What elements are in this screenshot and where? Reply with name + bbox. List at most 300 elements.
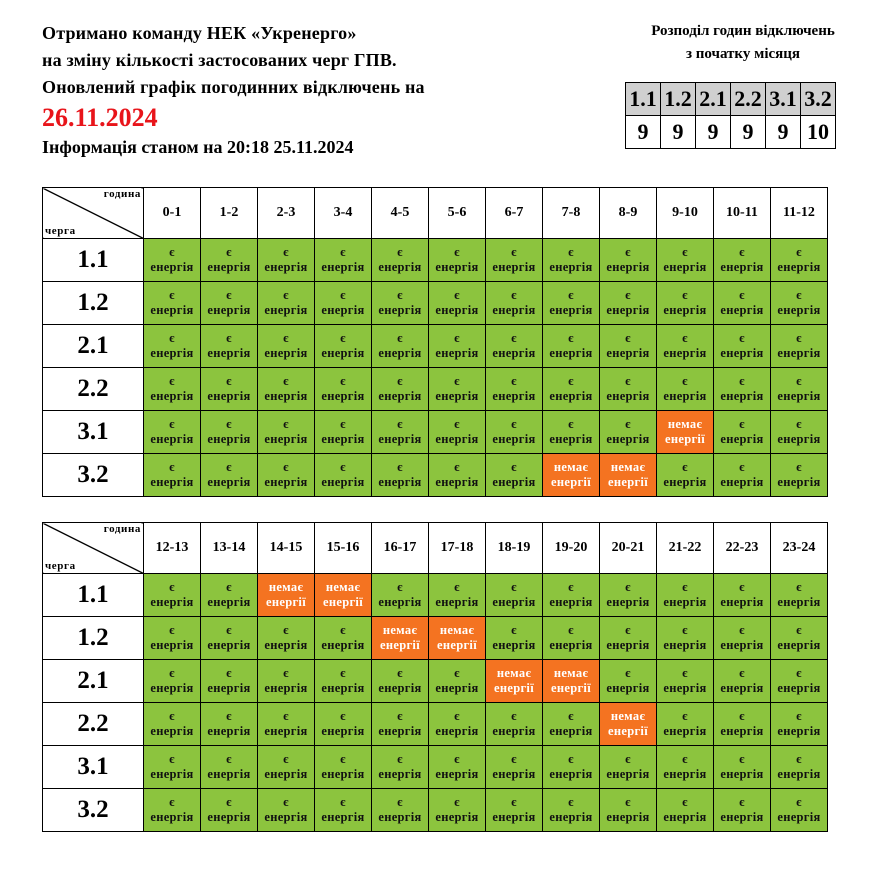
power-on-cell (372, 325, 429, 368)
power-on-cell (144, 411, 201, 454)
cell-line-2: енергія (321, 475, 365, 489)
power-on-cell (201, 789, 258, 832)
cell-line-1: немає (439, 623, 475, 637)
summary-queue: 2.1 (696, 83, 731, 116)
power-on-cell (372, 368, 429, 411)
hour-header: 16-17 (372, 523, 429, 574)
power-on-cell (144, 789, 201, 832)
summary-title (618, 20, 868, 66)
cell-line-1: є (169, 460, 175, 474)
cell-line-2: енергія (321, 389, 365, 403)
cell-line-2: енергія (663, 389, 707, 403)
cell-line-1: є (568, 288, 574, 302)
cell-line-2: енергія (606, 595, 650, 609)
cell-line-1: є (682, 709, 688, 723)
power-on-cell (315, 660, 372, 703)
cell-line-2: енергія (720, 389, 764, 403)
cell-line-2: енергія (720, 595, 764, 609)
cell-line-2: енергія (606, 260, 650, 274)
cell-line-1: є (568, 580, 574, 594)
cell-line-2: енергія (264, 638, 308, 652)
cell-line-2: енергія (207, 595, 251, 609)
power-off-cell (486, 660, 543, 703)
cell-line-1: є (625, 245, 631, 259)
power-on-cell (144, 325, 201, 368)
cell-line-2: енергія (321, 432, 365, 446)
power-on-cell (258, 703, 315, 746)
cell-line-2: енергії (323, 595, 363, 609)
cell-line-2: енергія (378, 810, 422, 824)
cell-line-2: енергія (720, 724, 764, 738)
queue-number: 3.2 (43, 454, 144, 497)
cell-line-2: енергія (549, 432, 593, 446)
cell-line-2: енергія (720, 767, 764, 781)
cell-line-2: енергія (606, 389, 650, 403)
cell-line-2: енергія (378, 681, 422, 695)
power-on-cell (429, 325, 486, 368)
cell-line-2: енергія (549, 260, 593, 274)
power-on-cell (486, 574, 543, 617)
cell-line-2: енергія (150, 810, 194, 824)
power-on-cell (486, 239, 543, 282)
cell-line-1: є (397, 417, 403, 431)
cell-line-1: є (625, 623, 631, 637)
cell-line-2: енергія (720, 681, 764, 695)
power-on-cell (144, 660, 201, 703)
cell-line-1: є (169, 331, 175, 345)
hour-header: 0-1 (144, 188, 201, 239)
power-on-cell (657, 325, 714, 368)
power-off-cell (543, 454, 600, 497)
cell-line-1: є (226, 374, 232, 388)
power-on-cell (714, 411, 771, 454)
summary-queue: 2.2 (731, 83, 766, 116)
cell-line-2: енергія (720, 432, 764, 446)
power-on-cell (144, 574, 201, 617)
schedule-table-am (42, 187, 828, 497)
cell-line-2: енергія (492, 346, 536, 360)
cell-line-1: є (796, 331, 802, 345)
queue-row (43, 239, 828, 282)
cell-line-1: немає (610, 709, 646, 723)
cell-line-2: енергія (492, 432, 536, 446)
cell-line-1: є (169, 288, 175, 302)
cell-line-2: енергія (606, 432, 650, 446)
cell-line-1: є (397, 288, 403, 302)
cell-line-1: є (568, 623, 574, 637)
summary-hours: 9 (626, 116, 661, 149)
power-on-cell (429, 282, 486, 325)
power-on-cell (600, 574, 657, 617)
power-on-cell (372, 703, 429, 746)
cell-line-1: є (568, 709, 574, 723)
queue-number: 1.2 (43, 282, 144, 325)
cell-line-2: енергія (663, 303, 707, 317)
queue-row (43, 703, 828, 746)
cell-line-2: енергія (663, 724, 707, 738)
cell-line-2: енергія (150, 260, 194, 274)
cell-line-2: енергія (492, 389, 536, 403)
hour-label: година (103, 188, 141, 200)
power-on-cell (258, 325, 315, 368)
queue-number: 1.1 (43, 239, 144, 282)
cell-line-1: є (454, 374, 460, 388)
cell-line-2: енергія (720, 260, 764, 274)
announcement-header (42, 20, 602, 159)
cell-line-2: енергія (435, 475, 479, 489)
power-on-cell (714, 617, 771, 660)
cell-line-2: енергії (551, 475, 591, 489)
cell-line-1: є (226, 331, 232, 345)
cell-line-1: є (169, 795, 175, 809)
cell-line-2: енергія (606, 303, 650, 317)
summary-title-line-2: з початку місяця (685, 46, 801, 62)
cell-line-1: є (226, 709, 232, 723)
cell-line-2: енергія (150, 346, 194, 360)
cell-line-2: енергія (264, 432, 308, 446)
cell-line-2: енергія (150, 389, 194, 403)
cell-line-1: є (283, 460, 289, 474)
cell-line-1: є (340, 288, 346, 302)
power-off-cell (372, 617, 429, 660)
power-on-cell (600, 789, 657, 832)
queue-number: 3.1 (43, 411, 144, 454)
cell-line-1: є (739, 288, 745, 302)
cell-line-2: енергії (494, 681, 534, 695)
cell-line-1: є (682, 752, 688, 766)
cell-line-1: є (169, 752, 175, 766)
cell-line-2: енергія (720, 346, 764, 360)
cell-line-1: є (283, 709, 289, 723)
cell-line-1: немає (553, 460, 589, 474)
cell-line-1: є (169, 580, 175, 594)
power-off-cell (258, 574, 315, 617)
queue-row (43, 411, 828, 454)
power-off-cell (600, 454, 657, 497)
cell-line-2: енергія (549, 389, 593, 403)
power-off-cell (543, 660, 600, 703)
cell-line-2: енергія (549, 638, 593, 652)
cell-line-2: енергія (777, 389, 821, 403)
power-on-cell (429, 411, 486, 454)
power-on-cell (714, 282, 771, 325)
cell-line-1: є (739, 331, 745, 345)
cell-line-2: енергія (435, 303, 479, 317)
power-on-cell (315, 617, 372, 660)
power-on-cell (144, 746, 201, 789)
power-on-cell (429, 746, 486, 789)
cell-line-2: енергія (777, 432, 821, 446)
power-on-cell (771, 454, 828, 497)
cell-line-2: енергія (378, 724, 422, 738)
cell-line-2: енергія (150, 724, 194, 738)
cell-line-1: є (739, 623, 745, 637)
cell-line-1: є (625, 666, 631, 680)
cell-line-2: енергія (777, 595, 821, 609)
cell-line-2: енергії (608, 475, 648, 489)
power-on-cell (315, 789, 372, 832)
power-on-cell (201, 282, 258, 325)
power-on-cell (657, 239, 714, 282)
cell-line-2: енергія (720, 638, 764, 652)
cell-line-2: енергія (378, 260, 422, 274)
power-on-cell (486, 746, 543, 789)
power-on-cell (543, 282, 600, 325)
cell-line-2: енергія (378, 432, 422, 446)
cell-line-1: є (340, 709, 346, 723)
power-on-cell (600, 239, 657, 282)
power-on-cell (600, 368, 657, 411)
cell-line-2: енергія (207, 810, 251, 824)
cell-line-2: енергія (720, 303, 764, 317)
cell-line-2: енергія (777, 346, 821, 360)
cell-line-1: є (169, 245, 175, 259)
cell-line-1: є (454, 460, 460, 474)
power-on-cell (201, 368, 258, 411)
hour-header: 21-22 (657, 523, 714, 574)
cell-line-2: енергія (150, 638, 194, 652)
cell-line-1: є (169, 623, 175, 637)
cell-line-1: є (454, 245, 460, 259)
power-on-cell (429, 703, 486, 746)
cell-line-2: енергія (549, 595, 593, 609)
power-on-cell (258, 411, 315, 454)
cell-line-2: енергія (606, 681, 650, 695)
power-on-cell (543, 789, 600, 832)
schedule-table-pm (42, 522, 828, 832)
cell-line-1: є (340, 752, 346, 766)
cell-line-2: енергія (663, 767, 707, 781)
cell-line-1: є (226, 288, 232, 302)
cell-line-1: є (739, 666, 745, 680)
cell-line-2: енергія (777, 810, 821, 824)
power-on-cell (714, 789, 771, 832)
cell-line-1: є (682, 331, 688, 345)
cell-line-2: енергія (720, 810, 764, 824)
power-on-cell (258, 282, 315, 325)
power-on-cell (771, 368, 828, 411)
power-on-cell (771, 282, 828, 325)
cell-line-1: немає (553, 666, 589, 680)
summary-queue: 3.2 (801, 83, 836, 116)
cell-line-2: енергія (663, 260, 707, 274)
power-on-cell (714, 660, 771, 703)
cell-line-1: є (283, 666, 289, 680)
cell-line-1: є (454, 666, 460, 680)
hour-header: 12-13 (144, 523, 201, 574)
cell-line-2: енергія (264, 389, 308, 403)
cell-line-1: є (169, 417, 175, 431)
cell-line-1: є (283, 795, 289, 809)
cell-line-2: енергія (207, 638, 251, 652)
cell-line-1: є (283, 374, 289, 388)
hour-header: 13-14 (201, 523, 258, 574)
cell-line-2: енергія (435, 389, 479, 403)
cell-line-2: енергія (207, 475, 251, 489)
cell-line-1: є (283, 331, 289, 345)
hour-header: 20-21 (600, 523, 657, 574)
cell-line-2: енергія (264, 681, 308, 695)
cell-line-2: енергія (378, 767, 422, 781)
cell-line-1: є (511, 580, 517, 594)
power-on-cell (315, 325, 372, 368)
hour-header: 8-9 (600, 188, 657, 239)
cell-line-1: є (340, 460, 346, 474)
power-on-cell (657, 660, 714, 703)
power-on-cell (543, 411, 600, 454)
cell-line-2: енергія (777, 681, 821, 695)
cell-line-2: енергія (264, 475, 308, 489)
power-on-cell (201, 574, 258, 617)
cell-line-1: є (682, 245, 688, 259)
cell-line-1: є (739, 374, 745, 388)
hours-header-row (43, 188, 828, 239)
cell-line-1: є (397, 795, 403, 809)
cell-line-1: є (454, 580, 460, 594)
cell-line-1: є (397, 460, 403, 474)
cell-line-2: енергія (150, 681, 194, 695)
cell-line-1: є (796, 795, 802, 809)
cell-line-2: енергії (266, 595, 306, 609)
cell-line-1: є (283, 417, 289, 431)
power-on-cell (543, 746, 600, 789)
power-on-cell (657, 703, 714, 746)
cell-line-2: енергії (551, 681, 591, 695)
cell-line-1: є (340, 795, 346, 809)
cell-line-1: є (682, 795, 688, 809)
cell-line-2: енергія (321, 681, 365, 695)
cell-line-2: енергія (435, 346, 479, 360)
cell-line-1: є (682, 460, 688, 474)
cell-line-1: є (283, 752, 289, 766)
cell-line-2: енергія (777, 475, 821, 489)
header-line-3: Оновлений графік погодинних відключень на (42, 77, 425, 97)
power-on-cell (657, 454, 714, 497)
cell-line-1: немає (496, 666, 532, 680)
cell-line-2: енергія (492, 595, 536, 609)
corner-header (43, 523, 144, 574)
cell-line-1: є (511, 460, 517, 474)
hour-header: 19-20 (543, 523, 600, 574)
cell-line-1: є (796, 666, 802, 680)
cell-line-1: є (454, 709, 460, 723)
power-on-cell (258, 789, 315, 832)
cell-line-1: є (739, 417, 745, 431)
queue-row (43, 574, 828, 617)
queue-label: черга (45, 225, 76, 237)
power-on-cell (771, 617, 828, 660)
cell-line-1: є (739, 460, 745, 474)
power-on-cell (714, 368, 771, 411)
queue-row (43, 368, 828, 411)
cell-line-1: є (511, 417, 517, 431)
power-on-cell (657, 368, 714, 411)
queue-number: 2.2 (43, 368, 144, 411)
power-on-cell (771, 660, 828, 703)
cell-line-1: є (340, 374, 346, 388)
info-timestamp: Інформація станом на 20:18 25.11.2024 (42, 137, 354, 157)
cell-line-1: є (625, 795, 631, 809)
cell-line-2: енергія (264, 767, 308, 781)
cell-line-1: є (739, 245, 745, 259)
cell-line-2: енергія (435, 724, 479, 738)
cell-line-1: немає (325, 580, 361, 594)
queue-number: 1.1 (43, 574, 144, 617)
cell-line-1: є (796, 245, 802, 259)
hour-header: 9-10 (657, 188, 714, 239)
cell-line-1: немає (382, 623, 418, 637)
summary-title-line-1: Розподіл годин відключень (651, 23, 835, 39)
cell-line-2: енергія (207, 303, 251, 317)
hour-header: 17-18 (429, 523, 486, 574)
cell-line-1: є (454, 288, 460, 302)
queue-number: 3.2 (43, 789, 144, 832)
cell-line-2: енергія (720, 475, 764, 489)
cell-line-1: є (568, 417, 574, 431)
queue-label: черга (45, 560, 76, 572)
cell-line-1: є (625, 417, 631, 431)
cell-line-2: енергія (663, 638, 707, 652)
cell-line-2: енергія (606, 810, 650, 824)
cell-line-1: є (226, 752, 232, 766)
cell-line-2: енергія (150, 767, 194, 781)
cell-line-1: є (226, 245, 232, 259)
power-on-cell (258, 746, 315, 789)
cell-line-1: є (568, 245, 574, 259)
cell-line-1: є (739, 795, 745, 809)
hour-header: 1-2 (201, 188, 258, 239)
queue-row (43, 325, 828, 368)
cell-line-1: є (625, 752, 631, 766)
power-on-cell (144, 617, 201, 660)
power-off-cell (600, 703, 657, 746)
hour-header: 5-6 (429, 188, 486, 239)
cell-line-2: енергія (435, 595, 479, 609)
cell-line-2: енергія (264, 724, 308, 738)
cell-line-2: енергія (207, 260, 251, 274)
power-on-cell (429, 368, 486, 411)
cell-line-2: енергія (207, 681, 251, 695)
power-on-cell (144, 239, 201, 282)
cell-line-1: є (511, 752, 517, 766)
power-on-cell (258, 239, 315, 282)
cell-line-2: енергія (378, 475, 422, 489)
cell-line-2: енергія (549, 810, 593, 824)
power-on-cell (486, 789, 543, 832)
cell-line-2: енергія (207, 346, 251, 360)
cell-line-1: є (511, 245, 517, 259)
power-on-cell (600, 282, 657, 325)
hour-header: 4-5 (372, 188, 429, 239)
hour-header: 6-7 (486, 188, 543, 239)
power-on-cell (201, 325, 258, 368)
cell-line-1: є (796, 580, 802, 594)
power-on-cell (543, 325, 600, 368)
cell-line-2: енергії (380, 638, 420, 652)
cell-line-1: немає (667, 417, 703, 431)
cell-line-1: є (340, 245, 346, 259)
cell-line-1: є (511, 795, 517, 809)
power-on-cell (600, 660, 657, 703)
cell-line-1: є (625, 331, 631, 345)
cell-line-1: є (682, 666, 688, 680)
power-on-cell (315, 746, 372, 789)
cell-line-2: енергія (777, 724, 821, 738)
power-on-cell (714, 746, 771, 789)
cell-line-2: енергія (549, 724, 593, 738)
cell-line-2: енергії (665, 432, 705, 446)
cell-line-1: є (796, 752, 802, 766)
